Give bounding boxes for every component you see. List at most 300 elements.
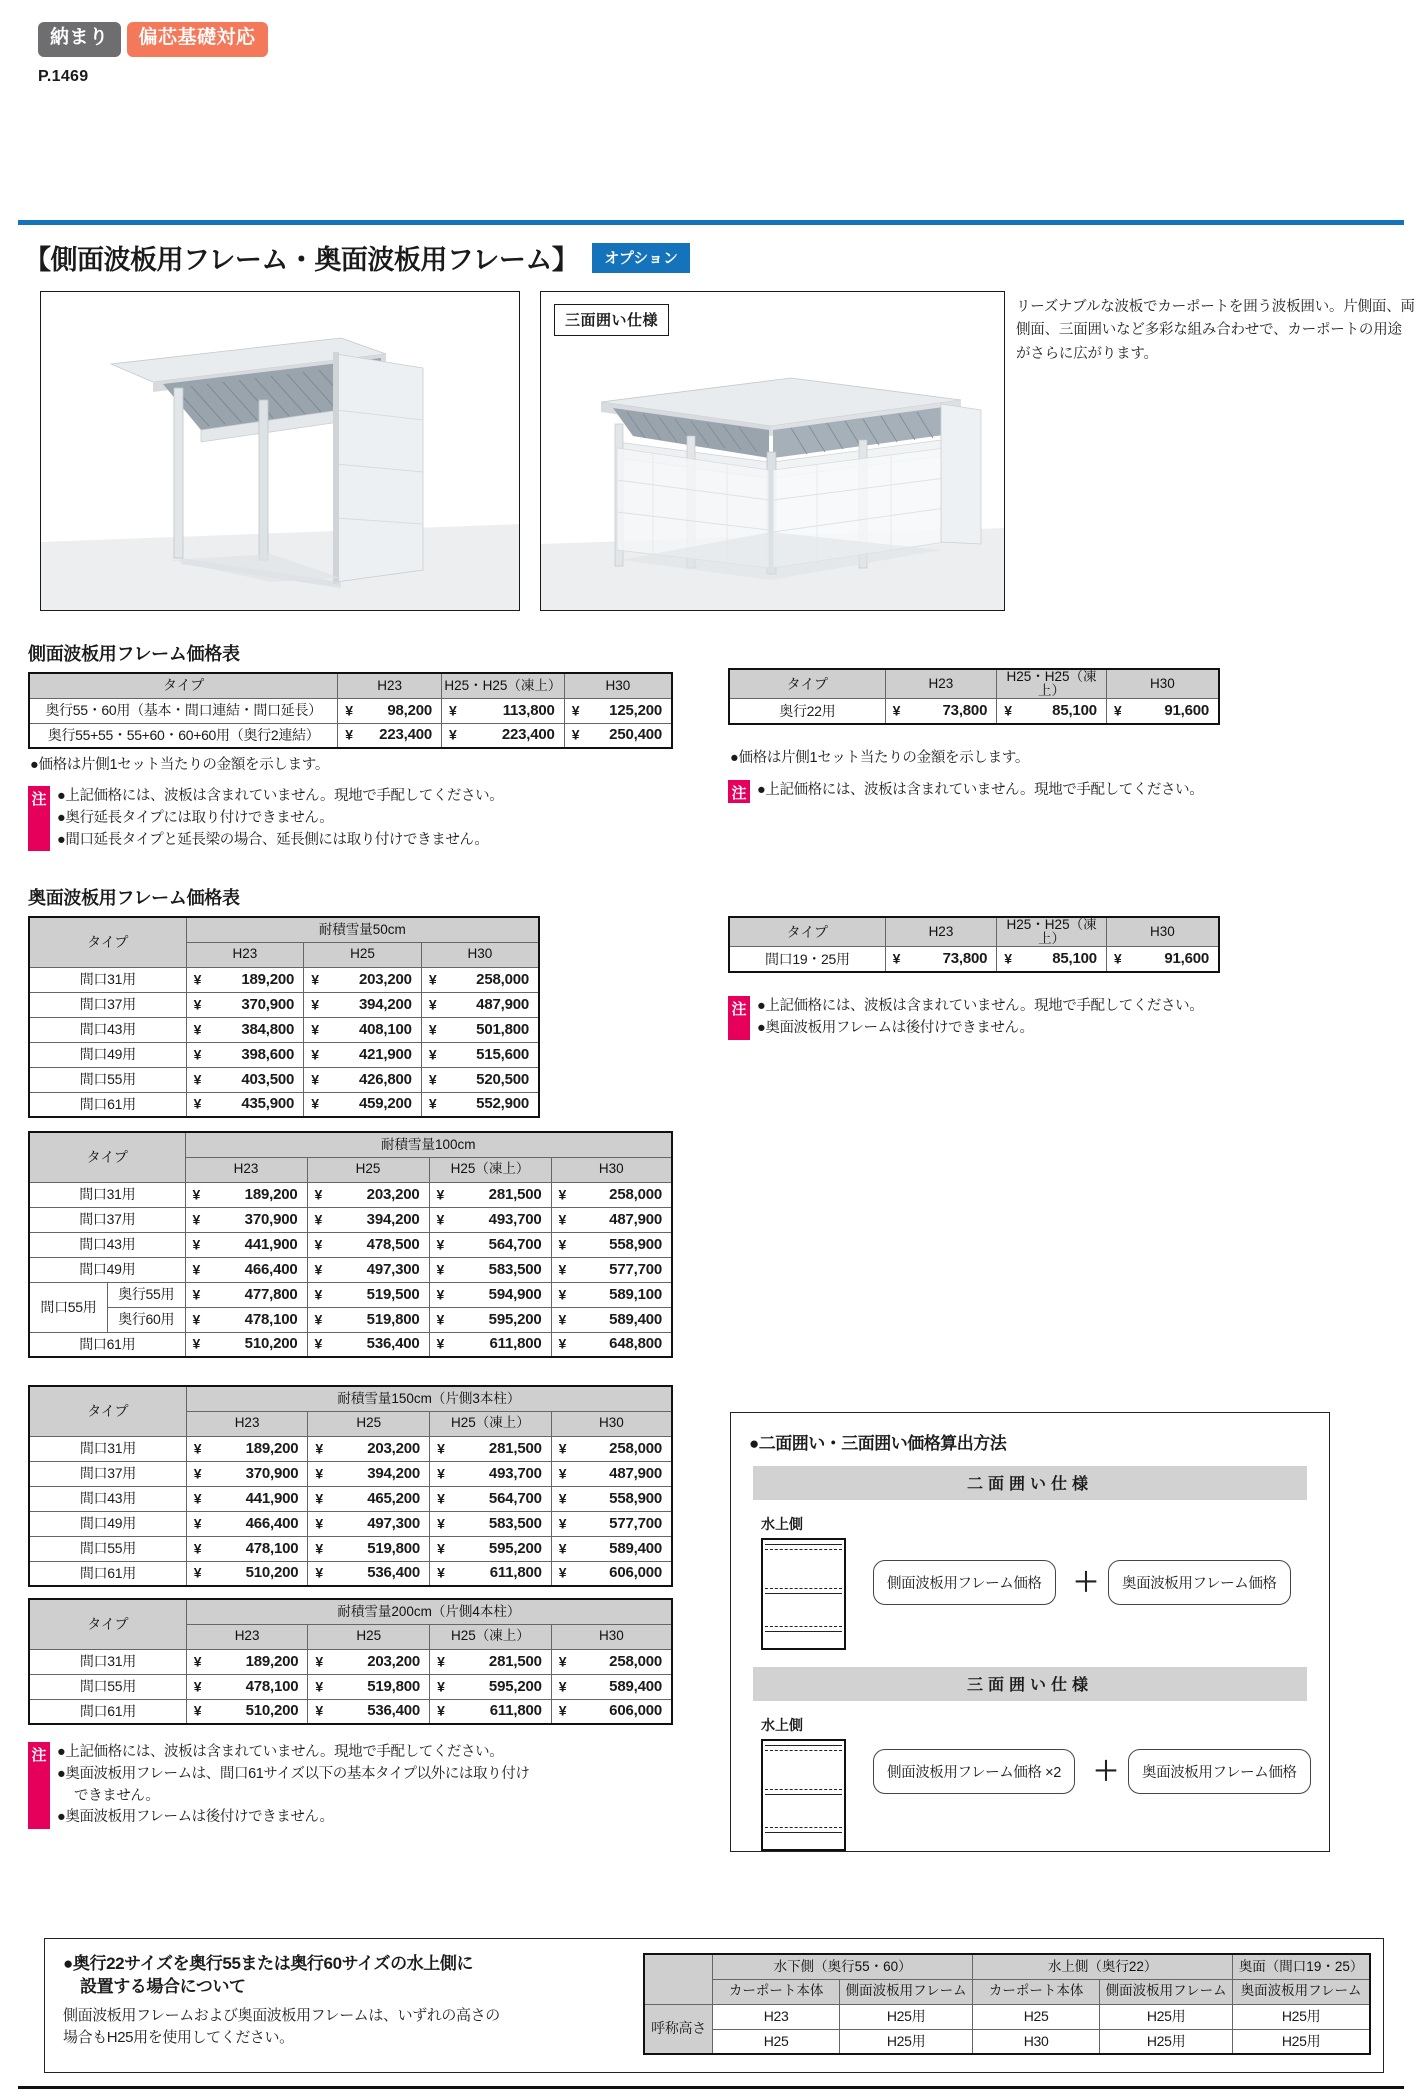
col-type: タイプ (29, 917, 186, 967)
price-cell: ¥ 519,800 (308, 1536, 430, 1561)
table-row (29, 967, 539, 992)
bottom-divider (18, 2086, 1404, 2089)
price-cell: ¥ 478,100 (186, 1674, 308, 1699)
height-cell: H25用 (1233, 2029, 1370, 2054)
col-type: タイプ (29, 673, 338, 698)
back-frame-table-50cm (28, 916, 540, 1118)
price-cell: ¥ 459,200 (304, 1092, 422, 1117)
price-cell: ¥ 487,900 (551, 1207, 672, 1232)
row-type: 間口49用 (29, 1257, 185, 1282)
col-type: タイプ (729, 917, 885, 947)
table-header-row (29, 673, 672, 698)
price-value: 370,900 (244, 1210, 298, 1228)
price-cell: ¥ 370,900 (186, 992, 304, 1017)
row-type: 間口43用 (29, 1232, 185, 1257)
price-value: 203,200 (358, 970, 412, 988)
price-value: 435,900 (241, 1095, 295, 1113)
row-type: 間口31用 (29, 1436, 186, 1461)
price-value: 370,900 (241, 995, 295, 1013)
price-cell: ¥ 501,800 (421, 1017, 539, 1042)
calc-subtitle-two-side: 二面囲い仕様 (753, 1466, 1307, 1500)
table-header-row (29, 1599, 672, 1624)
corner-label (644, 1954, 713, 2004)
height-cell: H25用 (1100, 2029, 1233, 2054)
price-cell: ¥ 85,100 (997, 699, 1107, 724)
price-cell: ¥ 564,700 (430, 1486, 552, 1511)
price-value: 536,400 (367, 1702, 421, 1720)
price-value: 583,500 (488, 1514, 542, 1532)
col-type: タイプ (29, 1599, 186, 1649)
price-value: 258,000 (476, 970, 529, 988)
price-cell: ¥ 203,200 (307, 1182, 429, 1207)
row-type: 間口31用 (29, 1182, 185, 1207)
table-row (29, 1307, 672, 1332)
price-cell: ¥ 73,800 (885, 699, 997, 724)
side-frame-right-price-table (728, 668, 1220, 725)
table-subheader-row (644, 1979, 1370, 2004)
price-cell: ¥ 589,400 (551, 1536, 672, 1561)
table-row (29, 1536, 672, 1561)
row-type: 間口61用 (29, 1092, 186, 1117)
table-row (29, 1282, 672, 1307)
col-h25: H25・H25（凍上） (997, 917, 1107, 947)
price-value: 558,900 (609, 1235, 662, 1253)
table-row (729, 947, 1219, 972)
caution-lines (757, 780, 1203, 802)
price-cell: ¥ 189,200 (185, 1182, 307, 1207)
back-frame-table-200cm (28, 1598, 673, 1725)
side-frame-caution (28, 786, 503, 851)
blue-divider (18, 220, 1404, 225)
price-value: 589,400 (609, 1539, 662, 1557)
price-cell: ¥ 611,800 (429, 1332, 551, 1357)
col-h23: H23 (186, 942, 304, 967)
price-cell: ¥ 466,400 (186, 1511, 308, 1536)
price-cell: ¥ 589,400 (551, 1307, 672, 1332)
price-cell: ¥ 611,800 (430, 1561, 552, 1586)
price-value: 370,900 (245, 1464, 299, 1482)
price-cell: ¥ 91,600 (1106, 947, 1219, 972)
price-cell: ¥ 558,900 (551, 1232, 672, 1257)
price-cell: ¥ 189,200 (186, 1649, 308, 1674)
col-h30: H30 (551, 1157, 672, 1182)
height-cell: H25用 (840, 2029, 973, 2054)
price-value: 281,500 (488, 1652, 542, 1670)
price-value: 497,300 (366, 1260, 420, 1278)
price-cell: ¥ 478,100 (185, 1307, 307, 1332)
price-cell: ¥ 564,700 (429, 1232, 551, 1257)
table-row (729, 699, 1219, 724)
price-cell: ¥ 281,500 (430, 1649, 552, 1674)
row-type: 間口43用 (29, 1017, 186, 1042)
carport-photo-three-side (540, 291, 1005, 611)
caution-badge: 注 (728, 996, 750, 1040)
price-cell: ¥ 497,300 (307, 1257, 429, 1282)
col-h30: H30 (1106, 669, 1219, 699)
price-cell: ¥ 595,200 (430, 1674, 552, 1699)
price-value: 536,400 (367, 1564, 421, 1582)
table-header-row (29, 917, 539, 942)
col-h25-touge: H25（凍上） (429, 1157, 551, 1182)
table-row (29, 1017, 539, 1042)
price-value: 394,200 (358, 995, 412, 1013)
price-value: 203,200 (367, 1439, 421, 1457)
caution-line: ●間口延長タイプと延長梁の場合、延長側には取り付けできません。 (57, 831, 489, 848)
price-value: 510,200 (245, 1564, 299, 1582)
price-cell: ¥ 258,000 (551, 1182, 672, 1207)
sub-carport-body-2: カーポート本体 (973, 1979, 1100, 2004)
price-value: 258,000 (609, 1439, 662, 1457)
header-tag-bar (38, 22, 268, 57)
price-value: 606,000 (609, 1564, 662, 1582)
height-table-body (644, 2004, 1370, 2054)
two-side-enclosure-diagram (761, 1538, 846, 1650)
price-cell: ¥ 281,500 (430, 1436, 552, 1461)
price-value: 394,200 (366, 1210, 420, 1228)
price-value: 466,400 (244, 1260, 298, 1278)
row-type: 奥行22用 (729, 699, 885, 724)
bottom-info-box (44, 1938, 1384, 2073)
price-cell: ¥ 370,900 (185, 1207, 307, 1232)
price-value: 223,400 (379, 726, 432, 744)
price-cell: ¥ 595,200 (429, 1307, 551, 1332)
pill-back-frame-price: 奥面波板用フレーム価格 (1108, 1560, 1291, 1605)
price-value: 85,100 (1052, 950, 1097, 968)
price-value: 493,700 (488, 1464, 542, 1482)
price-cell: ¥ 384,800 (186, 1017, 304, 1042)
price-cell: ¥ 493,700 (430, 1461, 552, 1486)
price-cell: ¥ 394,200 (304, 992, 422, 1017)
row-type: 間口37用 (29, 992, 186, 1017)
calc-row-two-side (753, 1500, 1307, 1655)
table-body-50cm (29, 967, 539, 1117)
row-type: 奥行55・60用（基本・間口連結・間口延長） (29, 698, 338, 723)
side-frame-note: ●価格は片側1セット当たりの金額を示します。 (30, 757, 330, 773)
diagram-label-mizukami: 水上側 (761, 1717, 803, 1733)
height-cell: H25 (713, 2029, 840, 2054)
price-cell: ¥ 594,900 (429, 1282, 551, 1307)
price-cell: ¥ 648,800 (551, 1332, 672, 1357)
col-h23: H23 (885, 917, 997, 947)
price-cell: ¥ 558,900 (551, 1486, 672, 1511)
row-type: 奥行55+55・55+60・60+60用（奥行2連結） (29, 723, 338, 748)
row-type: 間口55用 (29, 1067, 186, 1092)
price-value: 441,900 (244, 1235, 298, 1253)
price-value: 515,600 (476, 1045, 529, 1063)
price-value: 426,800 (358, 1070, 412, 1088)
price-cell: ¥ 113,800 (442, 698, 565, 723)
page-reference: P.1469 (38, 68, 89, 85)
table-row (29, 1461, 672, 1486)
row-subtype: 奥行60用 (107, 1307, 185, 1332)
price-cell: ¥ 589,100 (551, 1282, 672, 1307)
price-cell: ¥ 466,400 (185, 1257, 307, 1282)
table-body-200cm (29, 1649, 672, 1724)
back-frame-right-price-table (728, 916, 1220, 973)
table-row (29, 1561, 672, 1586)
row-type: 間口19・25用 (729, 947, 885, 972)
col-type: タイプ (29, 1132, 185, 1182)
col-h23: H23 (885, 669, 997, 699)
caution-line: ●上記価格には、波板は含まれていません。現地で手配してください。 (57, 788, 504, 804)
price-cell: ¥ 478,500 (307, 1232, 429, 1257)
price-cell: ¥ 611,800 (430, 1699, 552, 1724)
col-h25: H25・H25（凍上） (442, 673, 565, 698)
three-side-enclosure-diagram (761, 1739, 846, 1851)
price-cell: ¥ 189,200 (186, 1436, 308, 1461)
price-value: 510,200 (245, 1702, 299, 1720)
group-header-snow: 耐積雪量150cm（片側3本柱） (186, 1386, 672, 1411)
price-cell: ¥ 536,400 (307, 1332, 429, 1357)
back-frame-table-100cm (28, 1131, 673, 1358)
price-value: 577,700 (609, 1514, 662, 1532)
row-type: 間口61用 (29, 1332, 185, 1357)
col-h30: H30 (551, 1411, 672, 1436)
price-cell: ¥ 493,700 (429, 1207, 551, 1232)
row-type: 間口37用 (29, 1207, 185, 1232)
price-value: 125,200 (609, 701, 662, 719)
price-value: 583,500 (488, 1260, 542, 1278)
price-value: 606,000 (609, 1702, 662, 1720)
price-cell: ¥ 189,200 (186, 967, 304, 992)
price-cell: ¥ 223,400 (442, 723, 565, 748)
price-value: 459,200 (358, 1095, 412, 1113)
sub-side-frame-2: 側面波板用フレーム (1100, 1979, 1233, 2004)
price-value: 258,000 (609, 1652, 662, 1670)
price-value: 558,900 (609, 1489, 662, 1507)
price-value: 478,100 (244, 1310, 298, 1328)
table-row (29, 1486, 672, 1511)
price-cell: ¥ 487,900 (551, 1461, 672, 1486)
bottom-body-line1: 側面波板用フレームおよび奥面波板用フレームは、いずれの高さの (63, 2007, 500, 2024)
table-body-150cm (29, 1436, 672, 1586)
price-value: 519,800 (367, 1677, 421, 1695)
price-cell: ¥ 426,800 (304, 1067, 422, 1092)
price-value: 398,600 (241, 1045, 295, 1063)
price-cell: ¥ 73,800 (885, 947, 997, 972)
price-cell: ¥ 394,200 (307, 1207, 429, 1232)
price-value: 394,200 (367, 1464, 421, 1482)
price-value: 73,800 (942, 702, 988, 720)
plus-operator: ＋ (1073, 1567, 1100, 1597)
price-value: 595,200 (488, 1677, 542, 1695)
caution-line: ●奥面波板用フレームは、間口61サイズ以下の基本タイプ以外には取り付け (57, 1765, 530, 1782)
pill-side-frame-price-x2: 側面波板用フレーム価格 ×2 (873, 1749, 1075, 1794)
tag-osamari: 納まり (38, 22, 121, 57)
price-cell: ¥ 606,000 (551, 1561, 672, 1586)
table-row (29, 1436, 672, 1461)
price-value: 487,900 (609, 1210, 662, 1228)
tag-hensin-kiso: 偏芯基礎対応 (127, 22, 268, 57)
col-h30: H30 (564, 673, 672, 698)
price-cell: ¥ 203,200 (304, 967, 422, 992)
price-value: 589,400 (609, 1677, 662, 1695)
caution-line: できません。 (74, 1787, 160, 1804)
price-cell: ¥ 394,200 (308, 1461, 430, 1486)
price-cell: ¥ 595,200 (430, 1536, 552, 1561)
price-value: 384,800 (241, 1020, 295, 1038)
price-cell: ¥ 403,500 (186, 1067, 304, 1092)
col-h25: H25 (308, 1624, 430, 1649)
price-cell: ¥ 583,500 (430, 1511, 552, 1536)
price-cell: ¥ 85,100 (997, 947, 1107, 972)
price-cell: ¥ 606,000 (551, 1699, 672, 1724)
caution-line: ●奥面波板用フレームは後付けできません。 (57, 1809, 334, 1826)
row-subtype: 奥行55用 (107, 1282, 185, 1307)
price-value: 189,200 (241, 970, 295, 988)
price-value: 223,400 (501, 726, 555, 744)
col-h25: H25・H25（凍上） (997, 669, 1107, 699)
row-type: 間口61用 (29, 1699, 186, 1724)
group-header-snow: 耐積雪量100cm (185, 1132, 672, 1157)
price-value: 519,500 (366, 1285, 420, 1303)
price-value: 520,500 (476, 1070, 529, 1088)
price-value: 477,800 (244, 1285, 298, 1303)
price-cell: ¥ 441,900 (186, 1486, 308, 1511)
height-cell: H25 (973, 2004, 1100, 2029)
price-value: 441,900 (245, 1489, 299, 1507)
height-cell: H25用 (1233, 2004, 1370, 2029)
price-cell: ¥ 125,200 (564, 698, 672, 723)
price-value: 250,400 (609, 726, 662, 744)
group-header-mizushita: 水下側（奥行55・60） (713, 1954, 973, 1979)
height-cell: H25用 (1100, 2004, 1233, 2029)
calc-row-three-side (753, 1701, 1307, 1856)
table-row (29, 723, 672, 748)
price-value: 478,500 (366, 1235, 420, 1253)
price-cell: ¥ 536,400 (308, 1561, 430, 1586)
price-cell: ¥ 497,300 (308, 1511, 430, 1536)
price-cell: ¥ 250,400 (564, 723, 672, 748)
price-cell: ¥ 477,800 (185, 1282, 307, 1307)
group-header-snow: 耐積雪量200cm（片側4本柱） (186, 1599, 672, 1624)
price-value: 611,800 (489, 1335, 542, 1353)
price-cell: ¥ 536,400 (308, 1699, 430, 1724)
price-value: 85,100 (1052, 702, 1097, 720)
price-value: 519,800 (366, 1310, 420, 1328)
pill-back-frame-price: 奥面波板用フレーム価格 (1128, 1749, 1311, 1794)
price-cell: ¥ 519,500 (307, 1282, 429, 1307)
table-row (644, 2029, 1370, 2054)
height-designation-table (643, 1953, 1371, 2055)
group-header-snow: 耐積雪量50cm (186, 917, 539, 942)
col-h25: H25 (308, 1411, 430, 1436)
side-frame-price-table (28, 672, 673, 749)
side-frame-right-note: ●価格は片側1セット当たりの金額を示します。 (730, 750, 1030, 766)
calc-box-title: ●二面囲い・三面囲い価格算出方法 (749, 1434, 1007, 1453)
table-header-row (729, 917, 1219, 947)
price-value: 564,700 (488, 1489, 542, 1507)
price-cell: ¥ 465,200 (308, 1486, 430, 1511)
price-cell: ¥ 487,900 (421, 992, 539, 1017)
caution-badge: 注 (28, 1742, 50, 1829)
price-value: 189,200 (245, 1652, 299, 1670)
price-cell: ¥ 510,200 (185, 1332, 307, 1357)
price-cell: ¥ 510,200 (186, 1561, 308, 1586)
price-cell: ¥ 258,000 (551, 1649, 672, 1674)
price-value: 281,500 (488, 1439, 542, 1457)
pill-side-frame-price: 側面波板用フレーム価格 (873, 1560, 1056, 1605)
col-h23: H23 (186, 1624, 308, 1649)
price-value: 611,800 (489, 1564, 542, 1582)
calc-subtitle-three-side: 三面囲い仕様 (753, 1667, 1307, 1701)
price-cell: ¥ 203,200 (308, 1649, 430, 1674)
table-row (29, 1511, 672, 1536)
group-header-okumen: 奥面（間口19・25） (1233, 1954, 1370, 1979)
price-cell: ¥ 223,400 (338, 723, 442, 748)
row-type: 間口43用 (29, 1486, 186, 1511)
col-h30: H30 (421, 942, 539, 967)
price-cell: ¥ 515,600 (421, 1042, 539, 1067)
table-header-row (29, 1386, 672, 1411)
price-value: 595,200 (488, 1310, 542, 1328)
table-row (29, 698, 672, 723)
side-frame-table-title: 側面波板用フレーム価格表 (28, 644, 240, 664)
side-frame-right-caution (728, 780, 1203, 803)
row-type: 間口31用 (29, 1649, 186, 1674)
price-value: 465,200 (367, 1489, 421, 1507)
table-row (644, 2004, 1370, 2029)
caution-lines (57, 786, 503, 851)
price-value: 281,500 (488, 1185, 542, 1203)
diagram-label-mizukami: 水上側 (761, 1516, 803, 1532)
table-row (29, 1649, 672, 1674)
section-heading (24, 238, 690, 277)
bottom-body-line2: 場合もH25用を使用してください。 (63, 2028, 294, 2046)
option-badge: オプション (592, 243, 690, 273)
price-value: 403,500 (241, 1070, 295, 1088)
caution-line: ●上記価格には、波板は含まれていません。現地で手配してください。 (757, 782, 1204, 798)
carport-illustration-1 (41, 292, 520, 611)
table-row (29, 1332, 672, 1357)
price-cell: ¥ 370,900 (186, 1461, 308, 1486)
price-cell: ¥ 589,400 (551, 1674, 672, 1699)
price-cell: ¥ 258,000 (551, 1436, 672, 1461)
row-type: 間口55用 (29, 1536, 186, 1561)
price-cell: ¥ 398,600 (186, 1042, 304, 1067)
price-value: 552,900 (476, 1095, 529, 1113)
carport-illustration-2 (541, 292, 1005, 611)
back-frame-table-title: 奥面波板用フレーム価格表 (28, 888, 240, 908)
price-cell: ¥ 520,500 (421, 1067, 539, 1092)
col-h30: H30 (551, 1624, 672, 1649)
page-title: 【側面波板用フレーム・奥面波板用フレーム】 (24, 245, 579, 275)
col-h30: H30 (1106, 917, 1219, 947)
table-header-row (29, 1132, 672, 1157)
price-value: 497,300 (367, 1514, 421, 1532)
row-type: 間口55用 (29, 1282, 107, 1332)
row-type: 間口49用 (29, 1042, 186, 1067)
table-row (29, 1067, 539, 1092)
col-type: タイプ (729, 669, 885, 699)
price-value: 595,200 (488, 1539, 542, 1557)
price-cell: ¥ 441,900 (185, 1232, 307, 1257)
table-body-100cm (29, 1182, 672, 1357)
price-value: 611,800 (489, 1702, 542, 1720)
row-header-height: 呼称高さ (644, 2004, 713, 2054)
price-value: 648,800 (609, 1335, 662, 1353)
table-row (29, 1182, 672, 1207)
price-cell: ¥ 577,700 (551, 1257, 672, 1282)
price-value: 487,900 (609, 1464, 662, 1482)
price-value: 519,800 (367, 1539, 421, 1557)
product-description: リーズナブルな波板でカーポートを囲う波板囲い。片側面、両側面、三面囲いなど多彩な組み合わせで、カーポートの用途がさらに広がります。 (1016, 299, 1415, 362)
row-type: 間口31用 (29, 967, 186, 992)
col-h23: H23 (186, 1411, 308, 1436)
price-value: 203,200 (366, 1185, 420, 1203)
price-value: 510,200 (244, 1335, 298, 1353)
price-value: 487,900 (476, 995, 529, 1013)
